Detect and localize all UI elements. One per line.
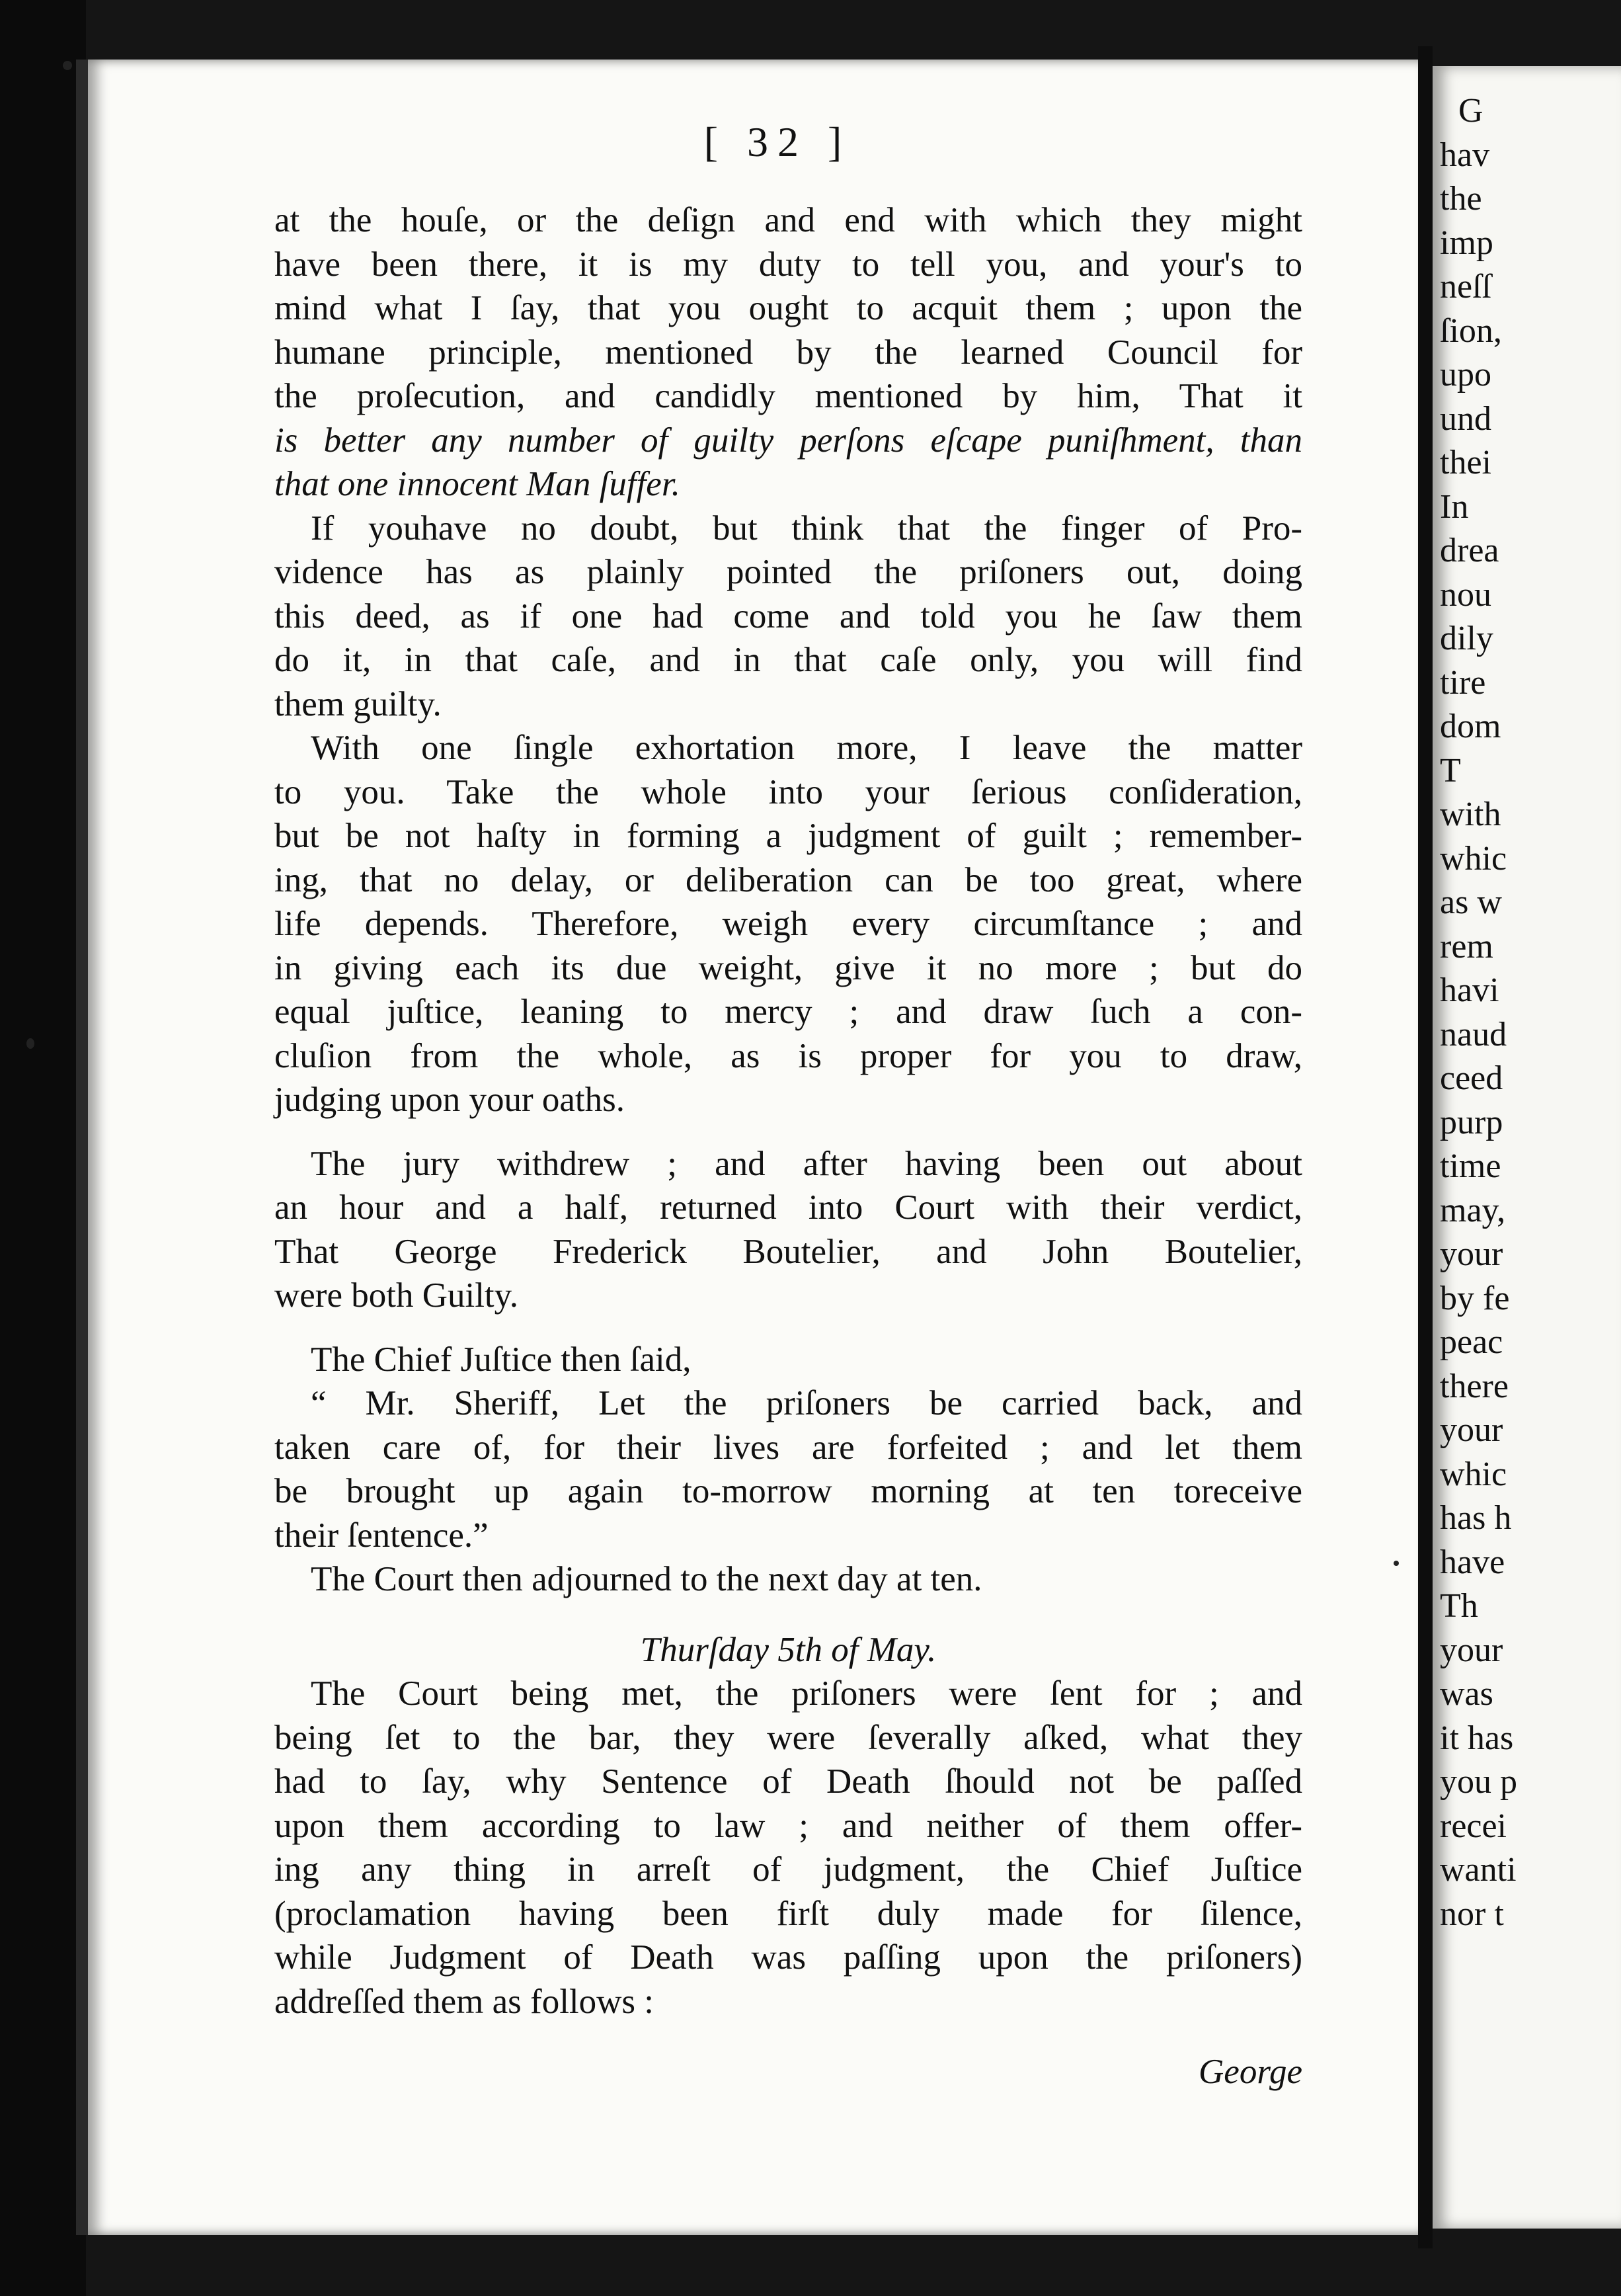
facing-page-line: thei — [1440, 444, 1491, 481]
facing-page-line: upo — [1440, 356, 1491, 393]
page-header — [0, 118, 1621, 167]
facing-page-line: it has — [1440, 1719, 1514, 1757]
text-line: be brought up again to-morrow morning at ten toreceive — [274, 1472, 1302, 1510]
facing-page-line: your — [1440, 1631, 1503, 1669]
text-line: is better any number of guilty perſons eſcape puniſhment, than — [274, 421, 1302, 460]
paragraph — [274, 1142, 1302, 1318]
text-line: addreſſed them as follows : — [274, 1982, 654, 2021]
text-line: being ſet to the bar, they were ſeverally aſked, what they — [274, 1718, 1302, 1757]
text-line: mind what I ſay, that you ought to acquit them ; upon the — [274, 289, 1302, 327]
facing-page-line: whic — [1440, 839, 1507, 878]
facing-page-line: there — [1440, 1367, 1509, 1405]
text-line: life depends. Therefore, weigh every circumſtance ; and — [274, 905, 1302, 943]
page-body — [274, 198, 1302, 2094]
facing-page-line: dily — [1440, 620, 1493, 657]
facing-page-line: ceed — [1440, 1059, 1503, 1097]
text-line: “ Mr. Sheriff, Let the priſoners be carried back, and — [311, 1384, 1302, 1422]
facing-page-line: neſſ — [1440, 268, 1491, 306]
text-line: the proſecution, and candidly mentioned by him, That it — [274, 377, 1302, 415]
text-line: in giving each its due weight, give it no more ; but do — [274, 948, 1302, 987]
text-line: The Court being met, the priſoners were ſent for ; and — [311, 1674, 1302, 1713]
paragraph — [274, 726, 1302, 1122]
facing-page-line: have — [1440, 1543, 1505, 1581]
text-line: With one ſingle exhortation more, I leave the matter — [311, 729, 1302, 767]
text-line: to you. Take the whole into your ſerious conſideration, — [274, 772, 1302, 811]
facing-page-line: recei — [1440, 1807, 1507, 1845]
facing-page-line: T — [1440, 751, 1461, 790]
text-line: while Judgment of Death was paſſing upon the priſoners) — [274, 1938, 1302, 1977]
text-line: The Chief Juſtice then ſaid, — [311, 1340, 692, 1379]
text-line: The Court then adjourned to the next day at ten. — [311, 1560, 982, 1598]
facing-page-line: Th — [1440, 1587, 1478, 1625]
date-heading — [274, 1628, 1302, 1672]
facing-page-line: by fe — [1440, 1279, 1510, 1317]
text-line: humane principle, mentioned by the learned Council for — [274, 333, 1302, 372]
facing-page-line: und — [1440, 399, 1491, 438]
book-binding — [0, 0, 86, 2296]
facing-page-text — [1440, 89, 1621, 1936]
facing-page-line: drea — [1440, 532, 1499, 569]
text-line: have been there, it is my duty to tell you, and your's to — [274, 245, 1302, 284]
text-line: at the houſe, or the deſign and end with which they might — [274, 201, 1302, 239]
text-line: them guilty. — [274, 684, 442, 723]
page-number: [ 32 ] — [703, 118, 851, 165]
facing-page-line: nor t — [1440, 1895, 1504, 1933]
facing-page-line: your — [1440, 1411, 1503, 1449]
text-line: (proclamation having been firſt duly made for ſilence, — [274, 1894, 1302, 1933]
text-line: that one innocent Man ſuffer. — [274, 465, 680, 503]
text-line: cluſion from the whole, as is proper for you to draw, — [274, 1036, 1302, 1075]
facing-page-line: the — [1440, 180, 1482, 218]
facing-page-line: whic — [1440, 1455, 1507, 1493]
facing-page-line: naud — [1440, 1015, 1507, 1053]
facing-page-line: nou — [1440, 575, 1491, 614]
facing-page-line: has h — [1440, 1499, 1512, 1537]
text-line: but be not haſty in forming a judgment of guilt ; remember- — [274, 817, 1302, 855]
facing-page-line: was — [1440, 1675, 1493, 1713]
paragraph — [274, 507, 1302, 727]
paragraph — [274, 1338, 1302, 1602]
facing-page-line: as w — [1440, 883, 1502, 921]
facing-page-line: havi — [1440, 971, 1499, 1009]
facing-page-line: dom — [1440, 708, 1501, 745]
text-line: judging upon your oaths. — [274, 1081, 625, 1119]
facing-page-line: ſion, — [1440, 311, 1502, 350]
text-line: ing any thing in arreſt of judgment, the Chief Juſtice — [274, 1850, 1302, 1889]
facing-page-line: peac — [1440, 1323, 1503, 1361]
catchword: George — [1199, 2053, 1302, 2091]
facing-page-line: time — [1440, 1147, 1501, 1185]
text-line: If youhave no doubt, but think that the finger of Pro- — [311, 509, 1302, 548]
facing-page-line: you p — [1440, 1763, 1517, 1801]
facing-page-line: G — [1458, 92, 1483, 130]
facing-page-line: may, — [1440, 1191, 1506, 1229]
facing-page-line: wanti — [1440, 1851, 1517, 1889]
text-line: were both Guilty. — [274, 1276, 518, 1315]
facing-page-line: hav — [1440, 136, 1490, 174]
text-line: equal juſtice, leaning to mercy ; and draw ſuch a con- — [274, 993, 1302, 1031]
date-heading-text: Thurſday 5th of May. — [640, 1630, 937, 1669]
page-gutter — [1418, 46, 1433, 2248]
text-line: this deed, as if one had come and told you he ſaw them — [274, 596, 1302, 636]
text-line: upon them according to law ; and neither of them offer- — [274, 1806, 1302, 1845]
text-line: vidence has as plainly pointed the priſoners out, doing — [274, 553, 1302, 591]
text-line: their ſentence.” — [274, 1516, 489, 1555]
text-line: an hour and a half, returned into Court with their verdict, — [274, 1188, 1302, 1227]
facing-page-line: In — [1440, 487, 1469, 526]
text-line: do it, in that caſe, and in that caſe only, you will find — [274, 641, 1302, 679]
paragraph — [274, 198, 1302, 507]
facing-page-line: purp — [1440, 1103, 1503, 1141]
text-line: ing, that no delay, or deliberation can be too great, where — [274, 860, 1302, 899]
text-line: The jury withdrew ; and after having been out about — [311, 1144, 1302, 1183]
text-line: That George Frederick Boutelier, and John Boutelier, — [274, 1232, 1302, 1271]
facing-page-line: imp — [1440, 224, 1493, 262]
facing-page-line: rem — [1440, 927, 1493, 965]
text-line: had to ſay, why Sentence of Death ſhould not be paſſed — [274, 1762, 1302, 1801]
facing-page-line: your — [1440, 1235, 1503, 1273]
facing-page-line: tire — [1440, 663, 1486, 702]
text-line: taken care of, for their lives are forfeited ; and let them — [274, 1428, 1302, 1467]
facing-page-line: with — [1440, 796, 1501, 833]
paragraph — [274, 1672, 1302, 2024]
